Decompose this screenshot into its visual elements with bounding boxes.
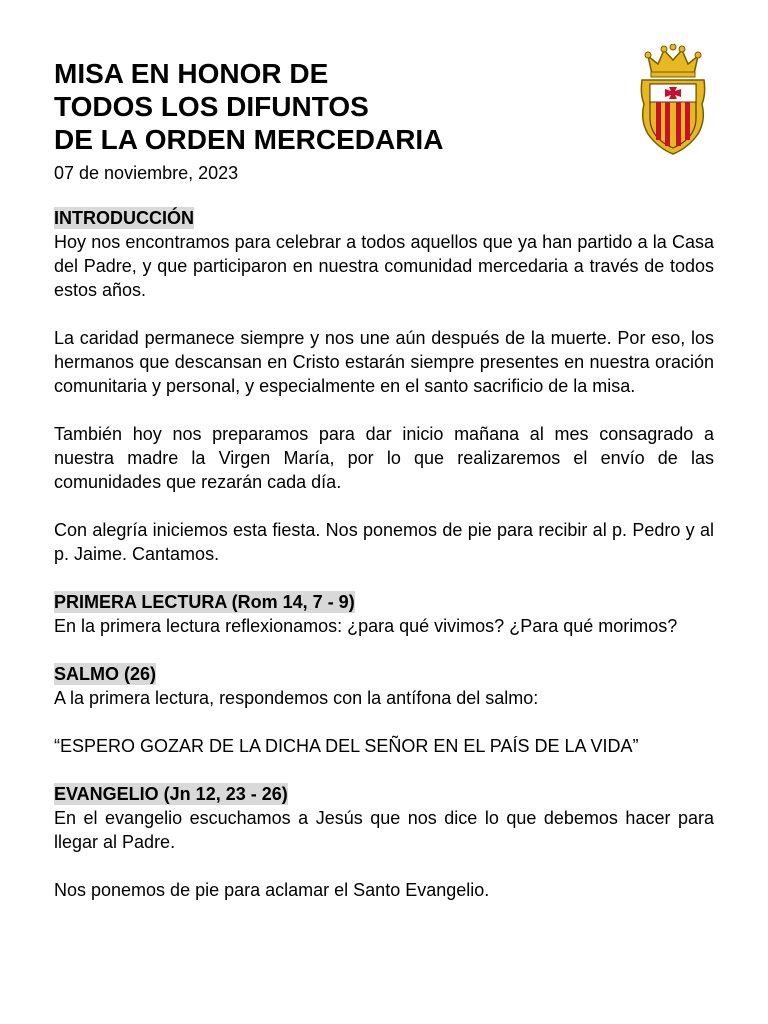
- section-evangelio: [54, 782, 714, 902]
- date: 07 de noviembre, 2023: [54, 163, 239, 183]
- paragraph: También hoy nos preparamos para dar inicio mañana al mes consagrado a nuestra madre la Virgen María, por lo que realizaremos el envío de las comunidades que rezarán cada día.: [54, 424, 714, 492]
- paragraph: Nos ponemos de pie para aclamar el Santo Evangelio.: [54, 880, 490, 900]
- document-body: [54, 206, 714, 902]
- section-primera-lectura: [54, 590, 714, 638]
- paragraph: La caridad permanece siempre y nos une aún después de la muerte. Por eso, los hermanos que descansan en Cristo estarán siempre presentes en nuestra oración comunitaria y personal, y especialmente en el santo sacrificio de la misa.: [54, 328, 714, 396]
- page-title: [54, 57, 614, 156]
- paragraph: A la primera lectura, respondemos con la antífona del salmo:: [54, 688, 539, 708]
- title-line-3: DE LA ORDEN MERCEDARIA: [54, 124, 444, 155]
- paragraph: En el evangelio escuchamos a Jesús que nos dice lo que debemos hacer para llegar al Padre.: [54, 808, 714, 852]
- section-introduccion: [54, 206, 714, 566]
- section-heading: EVANGELIO (Jn 12, 23 - 26): [54, 784, 288, 804]
- mercedarian-coat-of-arms-icon: [638, 44, 708, 156]
- section-heading: INTRODUCCIÓN: [54, 208, 194, 228]
- title-line-2: TODOS LOS DIFUNTOS: [54, 91, 369, 122]
- title-line-1: MISA EN HONOR DE: [54, 58, 329, 89]
- paragraph: Con alegría iniciemos esta fiesta. Nos ponemos de pie para recibir al p. Pedro y al p. Jaime. Cantamos.: [54, 520, 714, 564]
- paragraph: En la primera lectura reflexionamos: ¿para qué vivimos? ¿Para qué morimos?: [54, 616, 678, 636]
- psalm-antiphon: “ESPERO GOZAR DE LA DICHA DEL SEÑOR EN EL PAÍS DE LA VIDA”: [54, 736, 639, 756]
- paragraph: Hoy nos encontramos para celebrar a todos aquellos que ya han partido a la Casa del Padre, y que participaron en nuestra comunidad mercedaria a través de todos estos años.: [54, 232, 714, 300]
- section-heading: SALMO (26): [54, 664, 157, 684]
- section-heading: PRIMERA LECTURA (Rom 14, 7 - 9): [54, 592, 355, 612]
- section-salmo: [54, 662, 714, 758]
